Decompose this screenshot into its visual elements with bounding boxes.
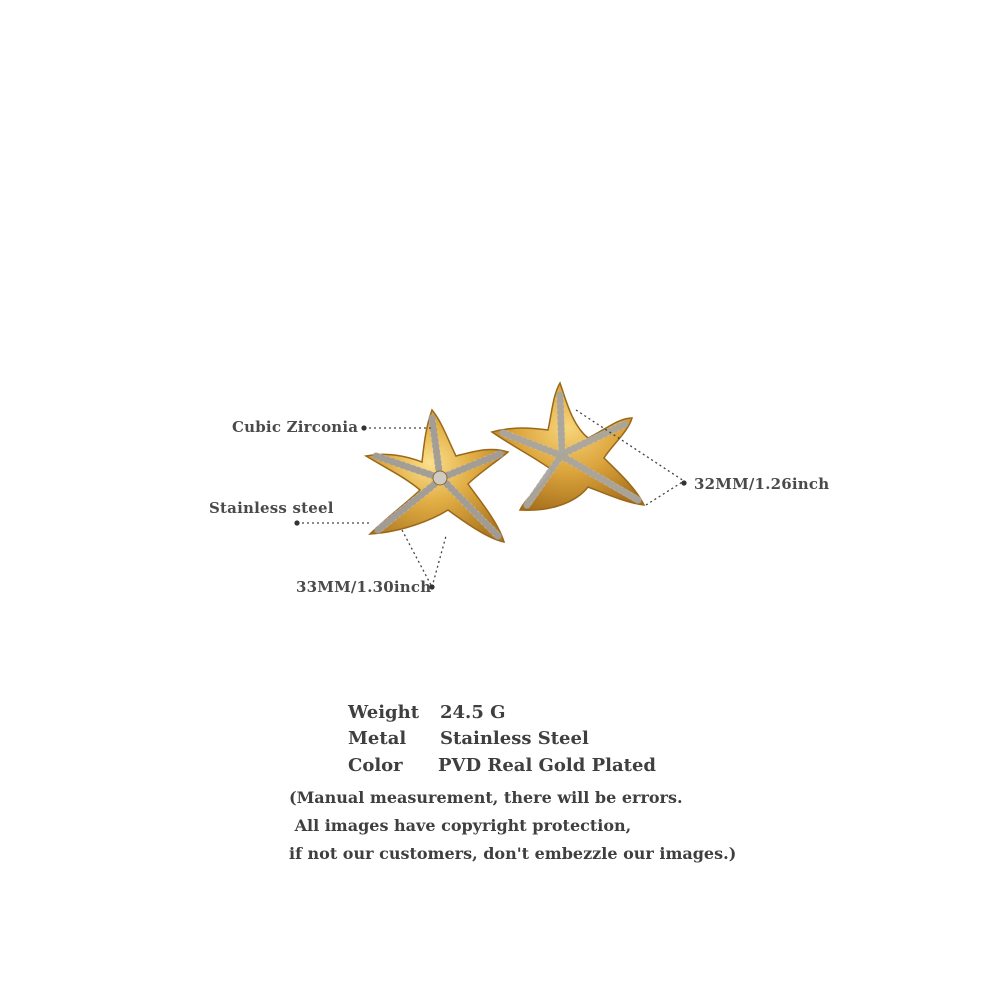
height-measurement-label: 32MM/1.26inch bbox=[694, 475, 830, 493]
annotation-dot-stone bbox=[361, 425, 366, 430]
spec-value-weight: 24.5 G bbox=[440, 702, 506, 723]
disclaimer-line-3: if not our customers, don't embezzle our images.) bbox=[289, 844, 737, 863]
spec-key-color: Color bbox=[348, 755, 403, 776]
spec-value-metal: Stainless Steel bbox=[440, 728, 589, 749]
starfish-earring-right bbox=[492, 383, 644, 510]
spec-key-metal: Metal bbox=[348, 728, 407, 749]
disclaimer-line-1: (Manual measurement, there will be errors. bbox=[289, 788, 683, 807]
width-measurement-label: 33MM/1.30inch bbox=[296, 578, 432, 596]
annotation-dot-height bbox=[681, 480, 686, 485]
stainless-steel-label: Stainless steel bbox=[209, 499, 334, 517]
disclaimer-line-2: All images have copyright protection, bbox=[289, 816, 632, 835]
starfish-earring-left bbox=[366, 410, 508, 542]
spec-value-color: PVD Real Gold Plated bbox=[438, 755, 657, 776]
annotation-dot-material bbox=[294, 520, 299, 525]
cubic-zirconia-label: Cubic Zirconia bbox=[232, 418, 359, 436]
spec-key-weight: Weight bbox=[348, 702, 420, 723]
